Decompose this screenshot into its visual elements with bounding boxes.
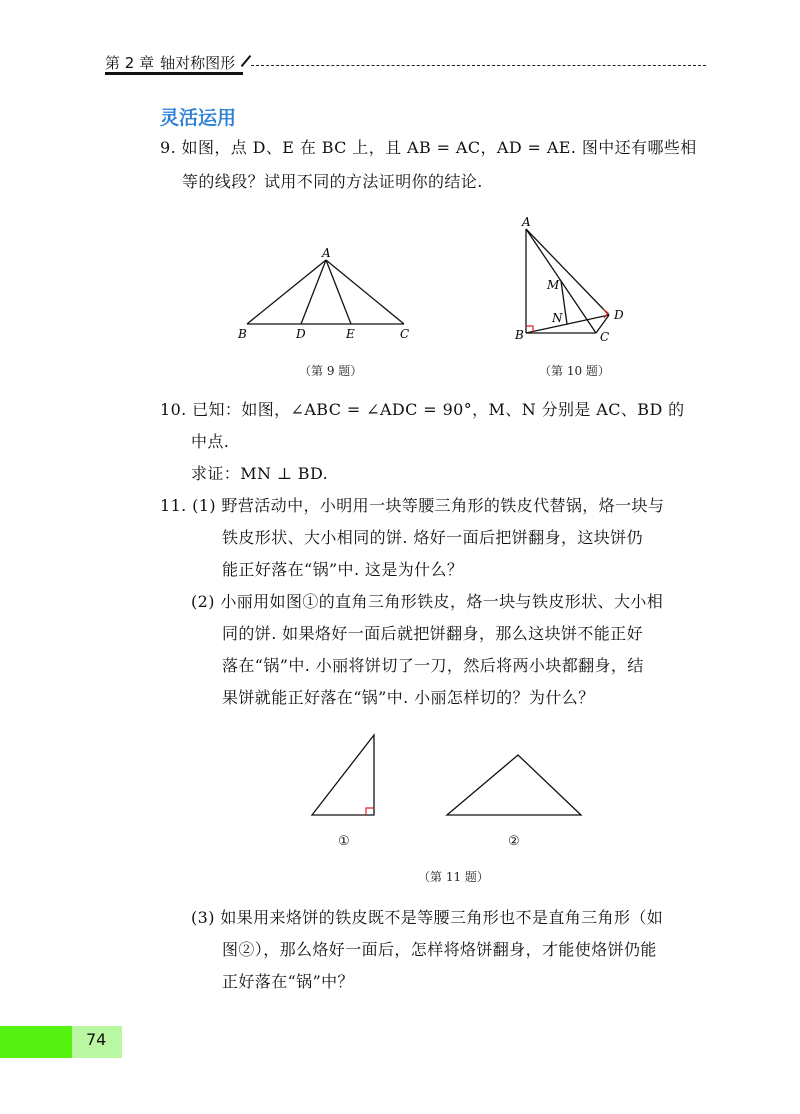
scalene-triangle xyxy=(447,755,581,815)
label-a: A xyxy=(522,215,531,229)
label-b: B xyxy=(515,328,524,342)
figure-11-label-2: ② xyxy=(508,834,520,849)
q11-p3-line2: 图②），那么烙好一面后，怎样将烙饼翻身，才能使烙饼仍能 xyxy=(222,940,657,959)
label-a: A xyxy=(322,246,331,260)
figure-10-caption: （第 10 题） xyxy=(539,364,610,378)
chapter-title: 轴对称图形 xyxy=(160,54,236,72)
label-m: M xyxy=(547,278,560,292)
q10-line2: 中点. xyxy=(191,432,230,451)
segment-ad xyxy=(526,229,609,315)
q11-p1-line1: 11. (1) 野营活动中，小明用一块等腰三角形的铁皮代替锅，烙一块与 xyxy=(160,496,665,515)
q9-line1: 9. 如图，点 D、E 在 BC 上，且 AB = AC，AD = AE. 图中还有哪些相 xyxy=(160,138,697,157)
q11-p2-line2: 同的饼. 如果烙好一面后就把饼翻身，那么这块饼不能正好 xyxy=(222,624,643,643)
q11-p2-line3: 落在“锅”中. 小丽将饼切了一刀，然后将两小块都翻身，结 xyxy=(222,656,644,675)
figure-11 xyxy=(300,725,600,825)
label-c: C xyxy=(600,330,610,344)
q11-p2-line4: 果饼就能正好落在“锅”中. 小丽怎样切的？为什么？ xyxy=(222,688,595,707)
figure-11-caption: （第 11 题） xyxy=(418,870,489,884)
label-d: D xyxy=(614,308,624,322)
chapter-number: 第 2 章 xyxy=(105,54,155,72)
label-c: C xyxy=(400,327,410,341)
label-d: D xyxy=(296,327,306,341)
q9-line2: 等的线段？试用不同的方法证明你的结论. xyxy=(182,172,483,191)
figure-10 xyxy=(510,212,630,344)
header-dashed-rule xyxy=(251,65,706,66)
q11-p1-line2: 铁皮形状、大小相同的饼. 烙好一面后把饼翻身，这块饼仍 xyxy=(222,528,643,547)
q11-p3-line1: (3) 如果用来烙饼的铁皮既不是等腰三角形也不是直角三角形（如 xyxy=(191,908,664,927)
segment-bd xyxy=(526,315,609,333)
q10-line3: 求证：MN ⊥ BD. xyxy=(191,464,329,483)
label-b: B xyxy=(238,327,247,341)
right-angle-icon xyxy=(366,808,374,815)
figure-11-label-1: ① xyxy=(338,834,350,849)
figure-9 xyxy=(230,240,430,350)
right-triangle xyxy=(312,735,374,815)
q11-p2-line1: (2) 小丽用如图①的直角三角形铁皮，烙一块与铁皮形状、大小相 xyxy=(191,592,664,611)
header-underline xyxy=(105,72,243,75)
page-number: 74 xyxy=(86,1030,107,1049)
chapter-header xyxy=(105,52,705,76)
label-e: E xyxy=(346,327,355,341)
q11-p3-line3: 正好落在“锅”中？ xyxy=(222,972,354,991)
section-title: 灵活运用 xyxy=(160,107,237,129)
q10-line1: 10. 已知：如图，∠ABC = ∠ADC = 90°，M、N 分别是 AC、BD 的 xyxy=(160,400,685,419)
segment-ac xyxy=(326,260,404,324)
chapter-heading xyxy=(105,52,235,73)
figure-9-caption: （第 9 题） xyxy=(299,364,363,378)
label-n: N xyxy=(552,311,563,325)
q11-p1-line3: 能正好落在“锅”中. 这是为什么？ xyxy=(222,560,464,579)
header-slash xyxy=(241,55,252,67)
